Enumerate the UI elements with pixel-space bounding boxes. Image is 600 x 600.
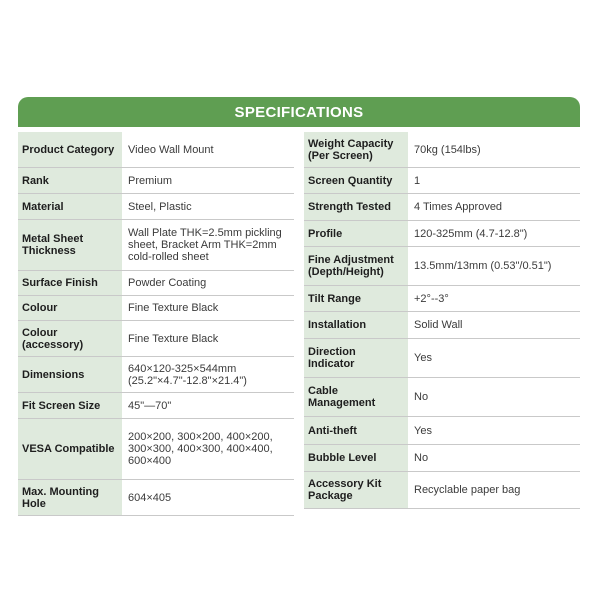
table-row xyxy=(304,194,580,221)
left-spec-column xyxy=(18,132,294,516)
right-spec-column xyxy=(304,132,580,516)
spec-label: VESA Compatible xyxy=(18,419,122,479)
spec-label: Fit Screen Size xyxy=(18,393,122,418)
spec-value: 4 Times Approved xyxy=(414,201,503,213)
spec-value: 13.5mm/13mm (0.53"/0.51") xyxy=(414,260,552,272)
table-row xyxy=(304,247,580,286)
spec-value: 70kg (154lbs) xyxy=(414,143,481,156)
spec-label: Colour (accessory) xyxy=(18,321,122,356)
spec-value: Powder Coating xyxy=(128,277,207,289)
spec-label: Dimensions xyxy=(18,357,122,392)
spec-label: Installation xyxy=(304,312,408,338)
spec-label: Colour xyxy=(18,296,122,320)
table-row xyxy=(18,419,294,480)
spec-value: Yes xyxy=(414,424,432,437)
spec-value: Video Wall Mount xyxy=(128,143,214,156)
table-row xyxy=(18,220,294,271)
table-row xyxy=(304,286,580,312)
table-row xyxy=(18,393,294,419)
spec-label: Cable Management xyxy=(304,378,408,416)
table-row xyxy=(304,132,580,168)
table-row xyxy=(304,472,580,509)
spec-value: +2°--3° xyxy=(414,292,449,305)
table-row xyxy=(18,168,294,194)
specifications-header: SPECIFICATIONS xyxy=(18,97,580,127)
spec-value: Solid Wall xyxy=(414,319,463,331)
table-row xyxy=(304,168,580,194)
spec-value: Yes xyxy=(414,352,432,364)
spec-value: 604×405 xyxy=(128,491,172,504)
spec-label: Strength Tested xyxy=(304,194,408,220)
spec-label: Fine Adjustment (Depth/Height) xyxy=(304,247,408,285)
table-row xyxy=(304,378,580,417)
spec-value: Premium xyxy=(128,174,173,187)
table-row xyxy=(304,417,580,445)
spec-value: 1 xyxy=(414,174,421,187)
spec-label: Material xyxy=(18,194,122,219)
table-row xyxy=(18,271,294,296)
spec-value: 200×200, 300×200, 400×200, 300×300, 400×300, 400×400, 600×400 xyxy=(128,431,273,467)
table-row xyxy=(304,312,580,339)
spec-value: 45"—70" xyxy=(128,399,172,412)
specifications-table xyxy=(18,97,580,516)
spec-value: No xyxy=(414,452,429,464)
spec-label: Screen Quantity xyxy=(304,168,408,193)
table-row xyxy=(304,221,580,247)
table-row xyxy=(18,194,294,220)
spec-value: Steel, Plastic xyxy=(128,200,192,213)
spec-value: Fine Texture Black xyxy=(128,332,219,345)
spec-value: Fine Texture Black xyxy=(128,302,219,314)
spec-label: Product Category xyxy=(18,132,122,167)
spec-label: Bubble Level xyxy=(304,445,408,471)
spec-value: 640×120-325×544mm (25.2"×4.7"-12.8"×21.4") xyxy=(128,362,247,387)
table-row xyxy=(18,321,294,357)
table-row xyxy=(18,296,294,321)
table-row xyxy=(18,132,294,168)
table-row xyxy=(304,339,580,378)
spec-label: Tilt Range xyxy=(304,286,408,311)
spec-label: Direction Indicator xyxy=(304,339,408,377)
spec-value: Wall Plate THK=2.5mm pickling sheet, Bracket Arm THK=2mm cold-rolled sheet xyxy=(128,227,282,263)
table-row xyxy=(18,480,294,516)
spec-label: Rank xyxy=(18,168,122,193)
spec-label: Profile xyxy=(304,221,408,246)
spec-label: Surface Finish xyxy=(18,271,122,295)
spec-label: Anti-theft xyxy=(304,417,408,444)
spec-value: Recyclable paper bag xyxy=(414,484,521,496)
spec-label: Max. Mounting Hole xyxy=(18,480,122,515)
spec-label: Accessory Kit Package xyxy=(304,472,408,508)
table-row xyxy=(304,445,580,472)
spec-value: No xyxy=(414,391,429,403)
spec-label: Metal Sheet Thickness xyxy=(18,220,122,270)
spec-value: 120-325mm (4.7-12.8") xyxy=(414,227,528,240)
table-row xyxy=(18,357,294,393)
spec-label: Weight Capacity (Per Screen) xyxy=(304,132,408,167)
